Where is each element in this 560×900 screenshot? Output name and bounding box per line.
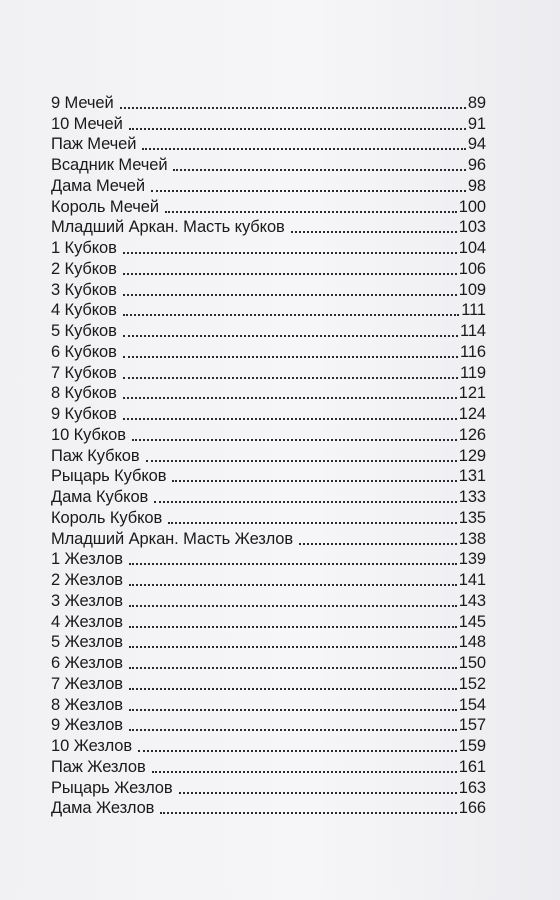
toc-entry <box>51 216 486 237</box>
dot-leader <box>123 294 457 296</box>
toc-entry-page-number: 126 <box>458 425 486 444</box>
toc-entry-title: 4 Жезлов <box>51 612 123 631</box>
toc-entry-title: 6 Жезлов <box>51 654 123 672</box>
dot-leader <box>129 688 457 690</box>
dot-leader <box>129 128 466 130</box>
toc-entry <box>51 91 486 112</box>
toc-entry-title: 10 Мечей <box>51 114 123 133</box>
dot-leader <box>165 211 457 213</box>
toc-entry-page-number: 166 <box>458 799 486 818</box>
toc-entry-title: 7 Жезлов <box>51 674 123 693</box>
toc-entry <box>51 548 486 569</box>
toc-entry-page-number: 131 <box>458 467 486 486</box>
toc-entry-title: Паж Кубков <box>51 446 140 465</box>
dot-leader <box>123 335 458 337</box>
toc-entry <box>51 236 486 257</box>
toc-entry-page-number: 111 <box>461 301 486 320</box>
dot-leader <box>172 480 456 482</box>
toc-entry-page-number: 96 <box>467 156 486 174</box>
toc-entry-title: 2 Жезлов <box>51 571 123 589</box>
toc-entry-page-number: 145 <box>458 612 486 631</box>
toc-entry-title: Рыцарь Кубков <box>51 467 167 486</box>
dot-leader <box>123 377 458 379</box>
toc-entry-title: Король Кубков <box>51 508 163 527</box>
dot-leader <box>154 501 457 503</box>
dot-leader <box>132 439 457 441</box>
toc-entry <box>51 714 486 735</box>
dot-leader <box>129 709 457 711</box>
toc-entry-page-number: 91 <box>467 114 486 133</box>
dot-leader <box>129 563 457 565</box>
dot-leader <box>123 397 457 399</box>
toc-entry-title: Паж Жезлов <box>51 757 146 776</box>
toc-entry-title: 10 Кубков <box>51 425 126 444</box>
toc-entry-page-number: 119 <box>459 363 486 382</box>
toc-entry-title: Паж Мечей <box>51 135 137 154</box>
toc-entry-page-number: 143 <box>458 591 486 610</box>
dot-leader <box>123 273 457 275</box>
dot-leader <box>146 460 457 462</box>
toc-entry <box>51 589 486 610</box>
toc-entry-title: 1 Жезлов <box>51 550 123 569</box>
toc-entry-title: 4 Кубков <box>51 301 117 320</box>
toc-entry <box>51 568 486 589</box>
toc-entry <box>51 672 486 693</box>
toc-entry-title: 5 Жезлов <box>51 633 123 652</box>
dot-leader <box>179 792 457 794</box>
toc-entry-title: 9 Кубков <box>51 405 117 423</box>
toc-entry-page-number: 133 <box>458 488 486 506</box>
toc-entry-page-number: 152 <box>458 674 486 693</box>
toc-entry-page-number: 98 <box>467 176 486 195</box>
toc-entry <box>51 651 486 672</box>
toc-entry-title: Младший Аркан. Масть Жезлов <box>51 529 294 548</box>
toc-entry-page-number: 116 <box>459 342 486 361</box>
toc-entry-page-number: 148 <box>458 633 486 652</box>
toc-entry-page-number: 157 <box>458 716 486 735</box>
dot-leader <box>129 584 457 586</box>
toc-entry <box>51 299 486 320</box>
dot-leader <box>123 418 457 420</box>
toc-entry-title: Всадник Мечей <box>51 156 168 174</box>
toc-entry-page-number: 94 <box>467 135 486 154</box>
toc-entry-page-number: 150 <box>458 654 486 672</box>
dot-leader <box>129 729 457 731</box>
toc-entry-page-number: 138 <box>458 529 486 548</box>
toc-entry-title: Рыцарь Жезлов <box>51 778 173 797</box>
toc-entry <box>51 444 486 465</box>
dot-leader <box>138 750 457 752</box>
toc-entry-title: 3 Жезлов <box>51 591 123 610</box>
toc-entry <box>51 755 486 776</box>
toc-entry-page-number: 124 <box>458 405 486 423</box>
toc-entry-title: Дама Жезлов <box>51 799 155 818</box>
toc-entry <box>51 610 486 631</box>
toc-entry <box>51 319 486 340</box>
toc-entry <box>51 776 486 797</box>
toc-entry <box>51 133 486 154</box>
dot-leader <box>129 646 457 648</box>
toc-entry-title: 3 Кубков <box>51 280 117 299</box>
dot-leader <box>160 812 456 814</box>
toc-entry-page-number: 154 <box>458 695 486 714</box>
toc-entry <box>51 361 486 382</box>
toc-entry <box>51 257 486 278</box>
toc-entry <box>51 174 486 195</box>
toc-entry <box>51 382 486 403</box>
toc-entry-title: 6 Кубков <box>51 342 117 361</box>
toc-entry-page-number: 121 <box>458 384 486 403</box>
toc-entry-page-number: 106 <box>458 259 486 278</box>
toc-entry <box>51 693 486 714</box>
toc-entry <box>51 153 486 174</box>
toc-entry-page-number: 139 <box>458 550 486 569</box>
dot-leader <box>120 107 466 109</box>
toc-entry-page-number: 103 <box>458 218 486 237</box>
toc-entry-page-number: 109 <box>458 280 486 299</box>
toc-entry <box>51 631 486 652</box>
dot-leader <box>129 605 457 607</box>
toc-entry-page-number: 161 <box>458 757 486 776</box>
toc-entry-title: 1 Кубков <box>51 239 117 257</box>
table-of-contents <box>51 91 486 817</box>
toc-entry-title: Младший Аркан. Масть кубков <box>51 218 285 237</box>
toc-entry-title: 5 Кубков <box>51 322 117 340</box>
toc-entry <box>51 112 486 133</box>
toc-entry-title: 9 Жезлов <box>51 716 123 735</box>
toc-entry-page-number: 159 <box>458 737 486 755</box>
toc-entry-title: Король Мечей <box>51 197 159 216</box>
toc-entry <box>51 734 486 755</box>
dot-leader <box>151 190 466 192</box>
dot-leader <box>129 626 457 628</box>
dot-leader <box>123 252 457 254</box>
toc-entry-title: 2 Кубков <box>51 259 117 278</box>
toc-entry-page-number: 89 <box>467 93 486 112</box>
toc-entry-page-number: 114 <box>459 322 486 340</box>
toc-entry <box>51 797 486 818</box>
dot-leader <box>152 771 457 773</box>
toc-entry-title: Дама Кубков <box>51 488 149 506</box>
toc-entry <box>51 195 486 216</box>
toc-entry <box>51 527 486 548</box>
toc-entry-title: 10 Жезлов <box>51 737 133 755</box>
toc-entry <box>51 485 486 506</box>
toc-entry-title: Дама Мечей <box>51 176 146 195</box>
toc-entry <box>51 402 486 423</box>
dot-leader <box>142 148 466 150</box>
toc-entry <box>51 465 486 486</box>
toc-entry <box>51 423 486 444</box>
dot-leader <box>299 543 457 545</box>
toc-entry-title: 9 Мечей <box>51 93 114 112</box>
dot-leader <box>129 667 457 669</box>
toc-entry <box>51 278 486 299</box>
toc-entry-page-number: 141 <box>458 571 486 589</box>
toc-entry-title: 8 Кубков <box>51 384 117 403</box>
toc-entry-title: 8 Жезлов <box>51 695 123 714</box>
toc-entry <box>51 506 486 527</box>
toc-entry-page-number: 100 <box>458 197 486 216</box>
toc-entry-page-number: 163 <box>458 778 486 797</box>
toc-entry-title: 7 Кубков <box>51 363 117 382</box>
dot-leader <box>173 169 465 171</box>
dot-leader <box>168 522 457 524</box>
dot-leader <box>123 356 458 358</box>
dot-leader <box>291 231 457 233</box>
toc-entry <box>51 340 486 361</box>
toc-entry-page-number: 129 <box>458 446 486 465</box>
dot-leader <box>123 314 459 316</box>
toc-entry-page-number: 104 <box>458 239 486 257</box>
toc-entry-page-number: 135 <box>458 508 486 527</box>
